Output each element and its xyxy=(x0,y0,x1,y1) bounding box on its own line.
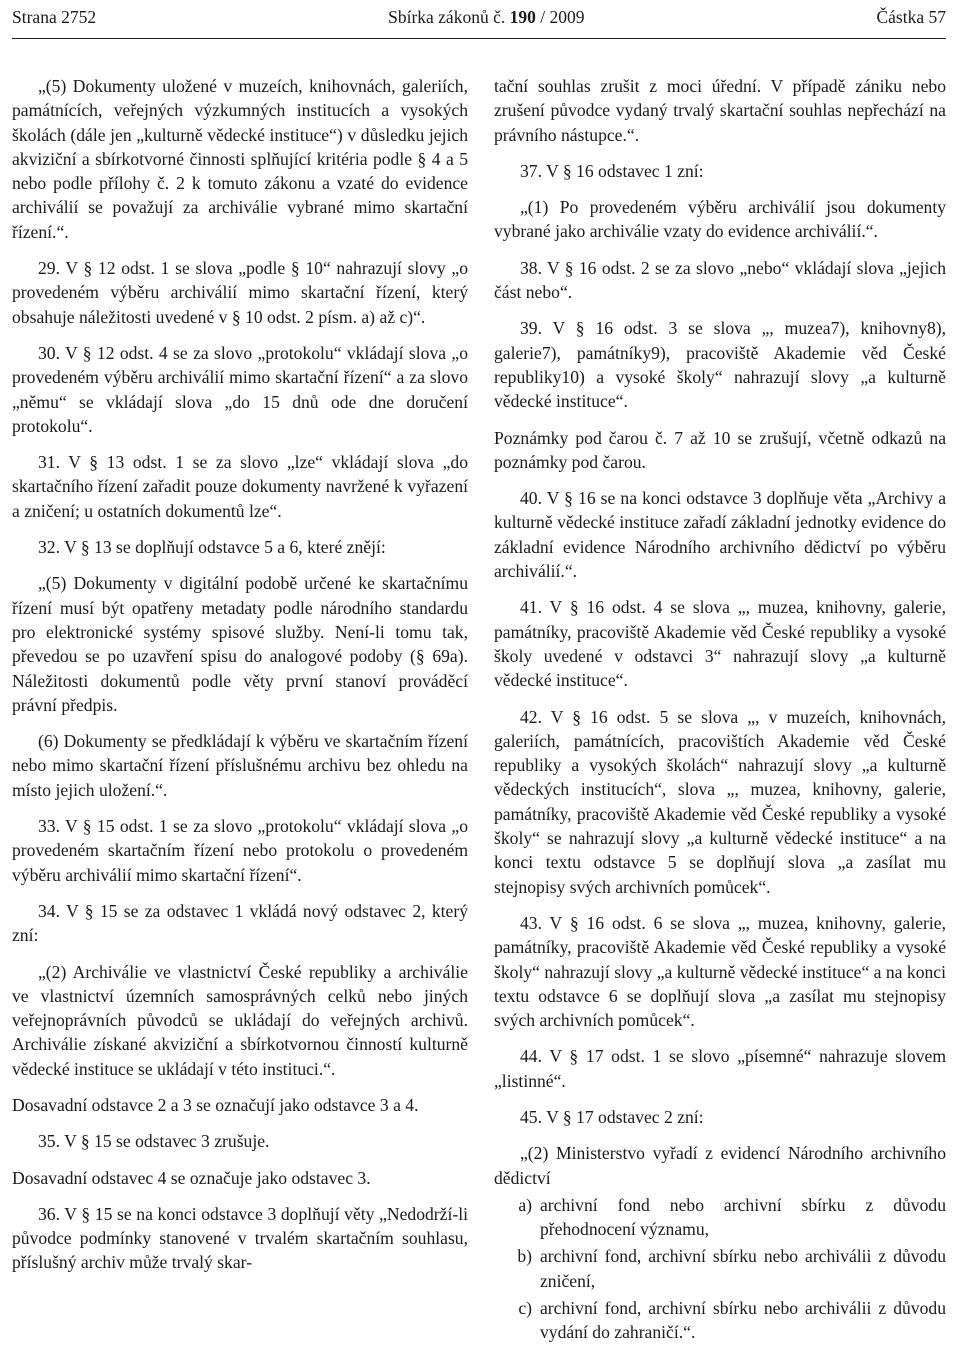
paragraph: (6) Dokumenty se předkládají k výběru ve skartačním řízení nebo mimo skartační řízení příslušnému archivu bez ohledu na místo jejich uložení.“. xyxy=(12,731,468,800)
paragraph: 38. V § 16 odst. 2 se za slovo „nebo“ vkládají slova „jejich část nebo“. xyxy=(494,257,946,303)
page-number: Strana 2752 xyxy=(12,6,97,27)
list-item xyxy=(494,1296,946,1345)
paragraph: 29. V § 12 odst. 1 se slova „podle § 10“ nahrazují slovy „o provedeném výběru archiválií mimo skartační řízení, který obsahuje náležitosti uvedené v § 10 odst. 2 písm. a) až c)“. xyxy=(12,258,468,327)
law-number: 190 xyxy=(509,6,536,27)
paragraph: 42. V § 16 odst. 5 se slova „, v muzeích, knihovnách, galeriích, památnících, pracovištích Akademie věd České republiky a vysokých školách“ nahrazují slovy „a kulturně vědeckých institucích“, slova „, muzea, knihovny, galerie, památníky, pracoviště Akademie věd České republiky a vysoké školy“ se nahrazují slovy „a kulturně vědecké instituce“ a na konci textu odstavce 5 se doplňují slova „a zasílat mu stejnopisy svých archivních pomůcek“. xyxy=(494,706,946,897)
right-column xyxy=(494,74,946,1345)
page-header xyxy=(12,2,946,32)
paragraph: 44. V § 17 odst. 1 se slovo „písemné“ nahrazuje slovem „listinné“. xyxy=(494,1046,946,1091)
paragraph: 43. V § 16 odst. 6 se slova „, muzea, knihovny, galerie, památníky, pracoviště Akademie věd České republiky a vysoké školy“ nahrazují slovy „a kulturně vědecké instituce“ a na konci textu odstavce 6 se doplňují slova „a zasílat mu stejnopisy svých archivních pomůcek“. xyxy=(494,912,946,1031)
part-number: Částka 57 xyxy=(876,6,946,27)
paragraph: „(1) Po provedeném výběru archiválií jsou dokumenty vybrané jako archiválie vzaty do evidence archiválií.“. xyxy=(494,197,946,242)
paragraph: Dosavadní odstavce 2 a 3 se označují jako odstavce 3 a 4. xyxy=(12,1094,419,1115)
paragraph: 45. V § 17 odstavec 2 zní: xyxy=(520,1106,704,1127)
paragraph: tační souhlas zrušit z moci úřední. V případě zániku nebo zrušení původce vydaný trvalý skartační souhlas nepřechází na právního nástupce.“. xyxy=(494,76,946,145)
list-item-text: archivní fond, archivní sbírku nebo archiválii z důvodu zničení, xyxy=(540,1246,946,1291)
paragraph: Dosavadní odstavec 4 se označuje jako odstavec 3. xyxy=(12,1167,371,1188)
list-item-text: archivní fond nebo archivní sbírku z důvodu přehodnocení významu, xyxy=(540,1194,946,1240)
left-column xyxy=(12,74,468,1275)
list-item xyxy=(494,1193,946,1242)
list-item xyxy=(494,1244,946,1293)
paragraph: „(5) Dokumenty uložené v muzeích, knihovnách, galeriích, památnících, veřejných výzkumných institucích a vysokých školách (dále jen „kulturně vědecké instituce“) v důsledku jejich akviziční a sbírkotvorné činnosti splňující kritéria podle § 4 a 5 nebo podle přílohy č. 2 k tomuto zákonu a vzaté do evidence archiválií se považují za archiválie vybrané mimo skartační řízení.“. xyxy=(12,76,468,242)
paragraph: 30. V § 12 odst. 4 se za slovo „protokolu“ vkládají slova „o provedeném výběru archiválií mimo skartační řízení“ a za slovo „němu“ se vkládají slova „do 15 dnů ode dne doručení protokolu“. xyxy=(12,342,468,436)
collection-title xyxy=(388,7,584,28)
paragraph: 35. V § 15 se odstavec 3 zrušuje. xyxy=(38,1131,270,1152)
paragraph: Poznámky pod čarou č. 7 až 10 se zrušují, včetně odkazů na poznámky pod čarou. xyxy=(494,427,946,472)
law-year: / 2009 xyxy=(535,6,585,27)
list-item-label: a) xyxy=(518,1194,532,1215)
paragraph: 37. V § 16 odstavec 1 zní: xyxy=(520,160,704,181)
collection-prefix: Sbírka zákonů č. xyxy=(388,6,510,27)
paragraph: 40. V § 16 se na konci odstavce 3 doplňuje věta „Archivy a kulturně vědecké instituce zařadí základní jednotky evidence do základní evidence Národního archivního dědictví po výběru archiválií.“. xyxy=(494,488,946,582)
list-item-label: b) xyxy=(517,1246,532,1267)
paragraph: 33. V § 15 odst. 1 se za slovo „protokolu“ vkládají slova „o provedeném skartačním řízení nebo protokolu o provedeném výběru archiválií mimo skartační řízení“. xyxy=(12,816,468,885)
paragraph: 34. V § 15 se za odstavec 1 vkládá nový odstavec 2, který zní: xyxy=(12,900,468,946)
list-item-text: archivní fond, archivní sbírku nebo archiválii z důvodu vydání do zahraničí.“. xyxy=(540,1298,946,1343)
paragraph: „(5) Dokumenty v digitální podobě určené ke skartačnímu řízení musí být opatřeny metadaty podle národního standardu pro elektronické systémy spisové služby. Není-li tomu tak, převedou se po uzavření spisu do analogové podoby (§ 69a). Náležitosti dokumentů podle věty první stanoví prováděcí právní předpis. xyxy=(12,573,468,715)
header-rule xyxy=(12,38,946,39)
paragraph: „(2) Ministerstvo vyřadí z evidencí Národního archivního dědictví xyxy=(494,1143,946,1188)
paragraph: 39. V § 16 odst. 3 se slova „, muzea7), knihovny8), galerie7), památníky9), pracoviště Akademie věd České republiky10) a vysoké školy“ nahrazují slovy „a kulturně vědecké instituce“. xyxy=(494,318,946,412)
paragraph: 36. V § 15 se na konci odstavce 3 doplňují věty „Nedodrží-li původce podmínky stanovené v trvalém skartačním souhlasu, příslušný archiv může trvalý skar- xyxy=(12,1203,468,1273)
paragraph: 32. V § 13 se doplňují odstavce 5 a 6, které znějí: xyxy=(38,537,386,558)
paragraph: 41. V § 16 odst. 4 se slova „, muzea, knihovny, galerie, památníky, pracoviště Akademie věd České republiky a vysoké školy uvedené v odstavci 3“ nahrazují slovy „a kulturně vědecké instituce“. xyxy=(494,597,946,691)
paragraph: 31. V § 13 odst. 1 se za slovo „lze“ vkládají slova „do skartačního řízení zařadit pouze dokumenty navržené k vyřazení a zničení; u ostatních dokumentů lze“. xyxy=(12,452,468,521)
list-item-label: c) xyxy=(518,1298,532,1319)
paragraph: „(2) Archiválie ve vlastnictví České republiky a archiválie ve vlastnictví územních samosprávných celků nebo jiných veřejnoprávních původců se ukládají do veřejných archivů. Archiválie získané akviziční a sbírkotvornou činností kulturně vědecké instituce se ukládají v této instituci.“. xyxy=(12,961,468,1079)
